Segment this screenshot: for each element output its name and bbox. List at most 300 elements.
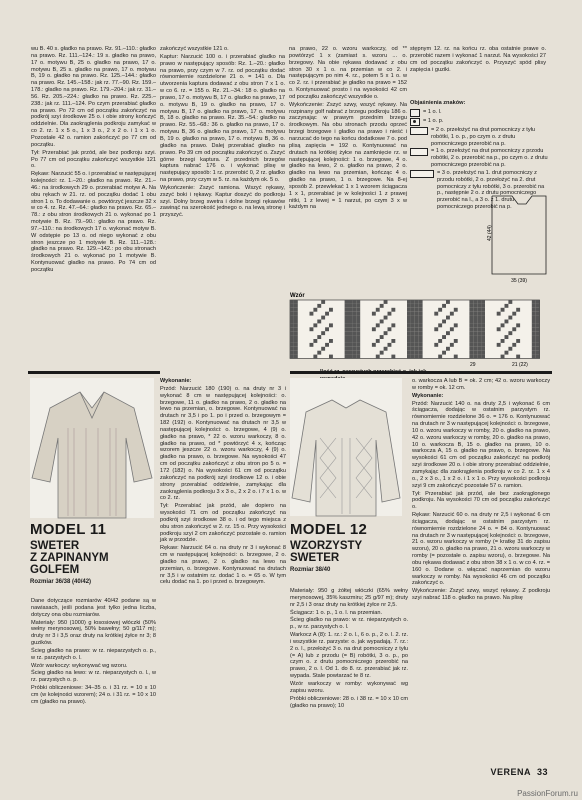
chart-cell bbox=[391, 308, 395, 312]
chart-cell bbox=[349, 312, 353, 316]
chart-cell bbox=[310, 343, 314, 347]
divider bbox=[28, 371, 160, 374]
chart-cell bbox=[349, 327, 353, 331]
chart-cell bbox=[477, 312, 481, 316]
chart-cell bbox=[349, 304, 353, 308]
chart-cell bbox=[313, 308, 317, 312]
chart-cell bbox=[325, 312, 329, 316]
chart-cell bbox=[473, 351, 477, 355]
chart-cell bbox=[419, 316, 423, 320]
chart-cell bbox=[536, 351, 540, 355]
chart-cell bbox=[345, 316, 349, 320]
chart-cell bbox=[477, 331, 481, 335]
cable-right-icon bbox=[410, 148, 428, 156]
chart-cell bbox=[419, 323, 423, 327]
chart-cell bbox=[415, 343, 419, 347]
chart-cell bbox=[411, 343, 415, 347]
chart-cell bbox=[512, 327, 516, 331]
chart-cell bbox=[356, 335, 360, 339]
model-11-heading bbox=[30, 522, 154, 585]
chart-cell bbox=[536, 312, 540, 316]
chart-cell bbox=[294, 331, 298, 335]
cable-cross-icon bbox=[410, 170, 434, 178]
chart-cell bbox=[317, 304, 321, 308]
chart-cell bbox=[349, 300, 353, 304]
chart-cell bbox=[294, 316, 298, 320]
chart-cell bbox=[516, 339, 520, 343]
chart-cell bbox=[376, 339, 380, 343]
chart-cell bbox=[294, 312, 298, 316]
chart-cell bbox=[407, 320, 411, 324]
chart-cell bbox=[442, 320, 446, 324]
chart-cell bbox=[384, 347, 388, 351]
chart-cell bbox=[469, 355, 473, 359]
chart-cell bbox=[407, 355, 411, 359]
chart-cell bbox=[434, 343, 438, 347]
chart-cell bbox=[469, 347, 473, 351]
chart-cell bbox=[477, 347, 481, 351]
chart-cell bbox=[356, 300, 360, 304]
chart-cell bbox=[321, 331, 325, 335]
chart-cell bbox=[411, 323, 415, 327]
chart-cell bbox=[469, 331, 473, 335]
chart-cell bbox=[469, 308, 473, 312]
chart-cell bbox=[349, 316, 353, 320]
chart-cell bbox=[419, 308, 423, 312]
chart-cell bbox=[345, 304, 349, 308]
chart-cell bbox=[516, 355, 520, 359]
paragraph: Rękaw: Narzucić 55 o. i przerabiać w następującej kolejności: rz. 1.–20.: gładko na prawo. Rz. 21.–46.: na środkowych 29 o. przerabiać motyw A. Na obu rękach w 21. rz. od początku dodać 1 obu stron 1 o. To dodawanie o. powtórzyć jeszcze 32 x w co 4. rz. Rz. 47.–64.: gładko na prawo. Rz. 65.–78.: z obu stron środkowych 21 o. wykonać po 1 motywie B. Rz. 79.–90.: gładko na prawo. Rz. 97.–110.: na środkowych 17 o. wykonać motyw B. W odstępie po 13 o. od niego wykonać z obu stron jeszcze po 1 motywie B. Rz. 111.–128.: gładko na prawo. Rz. 129.–142.: po obu stronach środkowych 21 o. wykonać po 1 motywie B. Kontynuować gładko na prawo. Po 74 cm od początku bbox=[31, 171, 156, 273]
chart-cell bbox=[345, 323, 349, 327]
chart-cell bbox=[536, 331, 540, 335]
empty-square-icon bbox=[410, 109, 420, 117]
size-label: Rozmiar 38/40 bbox=[290, 567, 331, 573]
chart-cell bbox=[469, 339, 473, 343]
chart-cell bbox=[294, 339, 298, 343]
chart-cell bbox=[477, 343, 481, 347]
chart-cell bbox=[294, 347, 298, 351]
chart-cell bbox=[321, 300, 325, 304]
chart-cell bbox=[532, 323, 536, 327]
chart-cell bbox=[349, 343, 353, 347]
chart-cell bbox=[446, 300, 450, 304]
model-title-line: WZORZYSTY bbox=[290, 540, 363, 552]
legend-item: = 3 o. przełożyć na 1. drut pomocniczy z przodu robótki, 2 o. przełożyć na 2. drut pomocniczy z tyłu robótki, 3 o. przerobić na p., następnie 2 o. z drutu pomocniczego przerobić na l., a 3 o. z 1. drutu pomocniczego przerobić na p. bbox=[410, 170, 550, 211]
chart-cell bbox=[442, 304, 446, 308]
chart-cell bbox=[477, 300, 481, 304]
chart-cell bbox=[438, 339, 442, 343]
chart-cell bbox=[473, 308, 477, 312]
chart-cell bbox=[477, 316, 481, 320]
chart-cell bbox=[384, 331, 388, 335]
chart-cell bbox=[356, 331, 360, 335]
chart-cell bbox=[497, 312, 501, 316]
photo-model-12 bbox=[290, 378, 402, 516]
chart-cell bbox=[536, 347, 540, 351]
chart-cell bbox=[446, 331, 450, 335]
chart-cell bbox=[450, 312, 454, 316]
chart-cell bbox=[532, 304, 536, 308]
chart-cell bbox=[345, 331, 349, 335]
chart-cell bbox=[415, 304, 419, 308]
chart-cell bbox=[380, 351, 384, 355]
chart-cell bbox=[388, 327, 392, 331]
chart-cell bbox=[407, 316, 411, 320]
chart-cell bbox=[516, 323, 520, 327]
chart-cell bbox=[508, 300, 512, 304]
chart-label: Wzór bbox=[290, 293, 305, 299]
chart-cell bbox=[352, 331, 356, 335]
chart-cell bbox=[446, 316, 450, 320]
chart-cell bbox=[345, 343, 349, 347]
chart-cell bbox=[352, 347, 356, 351]
chart-cell bbox=[411, 347, 415, 351]
chart-cell bbox=[473, 312, 477, 316]
model-11-materials: Dane dotyczące rozmiarów 40/42 podane są w nawiasach, jeśli podana jest tylko jedna liczba, dotyczy ona obu rozmiarów. Materiały: 950 (1000) g łososiowej włóczki (50% wełny merynosowej, 50% bawełny; 50 g/117 m); druty nr 3 i 3,5 oraz druty na krótkiej żyłce nr 3; 8 guzików. Ścieg gładko na prawo: w rz. nieparzystych o. p., w rz. parzystych o. l. Wzór warkoczy: wykonywać wg wzoru. Ścieg gładko na lewo: w rz. nieparzystych o. l., w rz. parzystych o. p. Próbki obliczeniowe: 34–35 o. i 31 rz. = 10 x 10 cm (w kolejności wzorem); 24 o. i 31 rz. = 10 x 10 cm (gładko na prawo). bbox=[31, 598, 156, 705]
chart-cell bbox=[356, 320, 360, 324]
model-title-line: SWETER bbox=[30, 540, 80, 552]
chart-cell bbox=[317, 320, 321, 324]
chart-cell bbox=[434, 312, 438, 316]
chart-cell bbox=[469, 300, 473, 304]
chart-cell bbox=[352, 351, 356, 355]
chart-cell bbox=[345, 355, 349, 359]
chart-cell bbox=[372, 327, 376, 331]
chart-cell bbox=[352, 308, 356, 312]
chart-cell bbox=[321, 347, 325, 351]
chart-cell bbox=[454, 339, 458, 343]
model-title-line: GOLFEM bbox=[30, 564, 80, 576]
chart-cell bbox=[411, 339, 415, 343]
chart-cell bbox=[407, 304, 411, 308]
chart-cell bbox=[505, 351, 509, 355]
chart-cell bbox=[411, 351, 415, 355]
chart-cell bbox=[501, 308, 505, 312]
chart-cell bbox=[356, 323, 360, 327]
chart-cell bbox=[532, 331, 536, 335]
chart-cell bbox=[294, 320, 298, 324]
chart-cell bbox=[536, 327, 540, 331]
chart-cell bbox=[497, 343, 501, 347]
chart-cell bbox=[290, 312, 294, 316]
paragraph: Wykończenie: Zszyć ramiona. Wszyć rękawy, zszyć boki i rękawy. Kaptur doszyć do podkroju szyi. Dolny brzeg swetra i dolne brzegi rękawów zawinąć na szerokość jednego o. na lewą stronę i przyszyć. bbox=[160, 184, 285, 219]
brand-name: VERENA bbox=[490, 767, 531, 777]
chart-cell bbox=[290, 343, 294, 347]
chart-cell bbox=[352, 320, 356, 324]
paragraph: Wykończenie: Zszyć szwy, wszyć rękawy. Na rozpinany golf nabrać z brzegu podkroju 186 o. zaczynając w prawym przednim brzegu środkowym. Na obu stronach przodu oprzeć brzegi brzegowe i gładko na prawo i nieść i narzucać do tego na końcu dodatkowe 7 o. pod plisą zapięcia = 192 o. Kontynuować na drutach na krótkiej żyłce na zamknięcie rz. w następującej kolejności: 1 o. brzegowe, 4 o. gładko na lewo, 2 o. gładko na prawo, 2 o. gładko na lewo na przemian, kończąc 4 o. gładko na prawo, 1 o. brzegowe. Na 8-ej sposób 2. przewlekać 1 x 1 wzorem ściągacza 1 x 1, przerabiać je w kolejności 1 z prawej nitki, 1 z lewej = 1 narzut, po czym 3 x w każdym na bbox=[289, 101, 407, 211]
dot-square-icon bbox=[410, 118, 420, 126]
chart-cell bbox=[477, 304, 481, 308]
chart-cell bbox=[419, 343, 423, 347]
chart-cell bbox=[352, 327, 356, 331]
chart-cell bbox=[411, 335, 415, 339]
dim-label: 42 (44) bbox=[487, 225, 493, 241]
chart-cell bbox=[352, 355, 356, 359]
chart-cell bbox=[473, 320, 477, 324]
chart-cell bbox=[469, 304, 473, 308]
chart-cell bbox=[477, 355, 481, 359]
chart-cell bbox=[407, 347, 411, 351]
chart-cell bbox=[345, 335, 349, 339]
chart-cell bbox=[313, 323, 317, 327]
chart-cell bbox=[321, 316, 325, 320]
sweater-illustration bbox=[290, 378, 402, 516]
chart-cell bbox=[294, 308, 298, 312]
chart-cell bbox=[415, 331, 419, 335]
chart-cell bbox=[477, 327, 481, 331]
chart-cell bbox=[411, 355, 415, 359]
chart-cell bbox=[532, 355, 536, 359]
chart-cell bbox=[356, 347, 360, 351]
photo-model-11 bbox=[30, 378, 154, 518]
chart-cell bbox=[294, 343, 298, 347]
chart-cell bbox=[411, 327, 415, 331]
chart-cell bbox=[317, 335, 321, 339]
chart-cell bbox=[415, 347, 419, 351]
chart-cell bbox=[294, 351, 298, 355]
chart-cell bbox=[532, 300, 536, 304]
chart-cell bbox=[450, 327, 454, 331]
chart-cell bbox=[481, 351, 485, 355]
chart-cell bbox=[419, 335, 423, 339]
chart-cell bbox=[512, 312, 516, 316]
chart-cell bbox=[481, 308, 485, 312]
chart-cell bbox=[407, 343, 411, 347]
chart-cell bbox=[290, 304, 294, 308]
chart-cell bbox=[349, 347, 353, 351]
chart-cell bbox=[477, 323, 481, 327]
paragraph: stępnym 12. rz. na końcu rz. oba ostatnie prawe o. przerobić razem i wykonać 1 narzut. Na wysokości 27 cm od początku zakończyć o. Przyszyć spód plisy zapięcia i guziki. bbox=[410, 46, 546, 73]
chart-cell bbox=[345, 351, 349, 355]
chart-cell bbox=[313, 339, 317, 343]
chart-cell bbox=[407, 335, 411, 339]
chart-cell bbox=[419, 304, 423, 308]
chart-cell bbox=[473, 347, 477, 351]
chart-cell bbox=[411, 300, 415, 304]
chart-cell bbox=[481, 355, 485, 359]
chart-cell bbox=[419, 327, 423, 331]
chart-cell bbox=[450, 343, 454, 347]
chart-cell bbox=[407, 351, 411, 355]
chart-cell bbox=[434, 327, 438, 331]
chart-cell bbox=[446, 347, 450, 351]
chart-cell bbox=[310, 312, 314, 316]
model-number: MODEL 11 bbox=[30, 521, 107, 538]
paragraph: zakończyć wszystkie 121 o. bbox=[160, 46, 229, 52]
size-label: Rozmiar 36/38 (40/42) bbox=[30, 579, 92, 585]
chart-cell bbox=[415, 320, 419, 324]
chart-cell bbox=[532, 316, 536, 320]
chart-cell bbox=[349, 331, 353, 335]
chart-cell bbox=[469, 312, 473, 316]
chart-cell bbox=[532, 335, 536, 339]
dim-label: 21 (22) bbox=[512, 362, 528, 368]
chart-cell bbox=[356, 304, 360, 308]
chart-cell bbox=[349, 308, 353, 312]
chart-cell bbox=[532, 351, 536, 355]
chart-cell bbox=[415, 327, 419, 331]
chart-cell bbox=[352, 316, 356, 320]
chart-cell bbox=[329, 308, 333, 312]
chart-cell bbox=[352, 312, 356, 316]
chart-cell bbox=[325, 343, 329, 347]
chart-cell bbox=[505, 320, 509, 324]
legend-title: Objaśnienia znaków: bbox=[410, 100, 466, 106]
chart-cell bbox=[329, 355, 333, 359]
chart-cell bbox=[290, 351, 294, 355]
chart-cell bbox=[290, 308, 294, 312]
chart-cell bbox=[532, 339, 536, 343]
chart-cell bbox=[380, 335, 384, 339]
model-12-heading bbox=[290, 522, 410, 573]
chart-cell bbox=[481, 331, 485, 335]
chart-cell bbox=[454, 355, 458, 359]
chart-cell bbox=[438, 308, 442, 312]
chart-cell bbox=[290, 331, 294, 335]
chart-cell bbox=[415, 335, 419, 339]
chart-cell bbox=[352, 335, 356, 339]
chart-cell bbox=[532, 312, 536, 316]
chart-cell bbox=[481, 339, 485, 343]
chart-cell bbox=[536, 308, 540, 312]
chart-cell bbox=[473, 304, 477, 308]
chart-cell bbox=[501, 323, 505, 327]
model-12-materials: Materiały: 950 g żółtej włóczki (65% wełny merynosowej, 35% kaszmiru; 25 g/97 m); druty nr 2,5 i 3 oraz druty na krótkiej żyłce nr 2,5. Ściągacz: 1 o. p., 1 o. l. na przemian. Ścieg gładko na prawo: w rz. nieparzystych o. p., w rz. parzystych o. l. Warkocz A (8): 1. rz.: 2 o. l., 6 o. p., 2 o. l. 2. rz. i wszystkie rz. parzyste: o. jak wypadają. 7. rz.: 2 o. l., przełożyć 3 o. na drut pomocniczy z tyłu (= A) lub z przodu (= B) robótki, 3 o. p., po czym o. z drutu pomocniczego przerobić na prawo, 2 o. l. Od 1. do 8. rz. przerabiać jak rz. wypada. Stale powtarzać te 8 rz. Wzór warkoczy w romby: wykonywać wg zapisu wzoru. Próbki obliczeniowe: 28 o. i 38 rz. = 10 x 10 cm (gładko na prawo); 10 bbox=[290, 588, 408, 709]
chart-cell bbox=[388, 312, 392, 316]
chart-cell bbox=[411, 320, 415, 324]
chart-cell bbox=[505, 335, 509, 339]
chart-cell bbox=[356, 316, 360, 320]
chart-cell bbox=[536, 300, 540, 304]
chart-cell bbox=[352, 339, 356, 343]
chart-cell bbox=[352, 343, 356, 347]
chart-cell bbox=[473, 335, 477, 339]
chart-cell bbox=[481, 343, 485, 347]
garment-outline bbox=[492, 196, 546, 274]
chart-cell bbox=[469, 316, 473, 320]
chart-cell bbox=[352, 323, 356, 327]
chart-cell bbox=[411, 312, 415, 316]
chart-cell bbox=[536, 323, 540, 327]
divider bbox=[290, 371, 552, 374]
chart-cell bbox=[442, 335, 446, 339]
chart-cell bbox=[469, 351, 473, 355]
chart-cell bbox=[505, 304, 509, 308]
chart-cell bbox=[294, 304, 298, 308]
chart-cell bbox=[349, 351, 353, 355]
chart-cell bbox=[356, 312, 360, 316]
chart-cell bbox=[473, 355, 477, 359]
chart-cell bbox=[290, 339, 294, 343]
chart-cell bbox=[469, 335, 473, 339]
chart-cell bbox=[329, 323, 333, 327]
chart-cell bbox=[477, 308, 481, 312]
chart-cell bbox=[442, 351, 446, 355]
text-column-2 bbox=[160, 46, 285, 364]
model-title-line: Z ZAPINANYM bbox=[30, 552, 109, 564]
chart-grid bbox=[290, 300, 540, 359]
chart-cell bbox=[536, 316, 540, 320]
chart-cell bbox=[349, 335, 353, 339]
chart-cell bbox=[352, 300, 356, 304]
chart-cell bbox=[415, 308, 419, 312]
dim-label: 35 (39) bbox=[511, 278, 527, 284]
chart-cell bbox=[532, 343, 536, 347]
chart-cell bbox=[294, 355, 298, 359]
chart-cell bbox=[376, 323, 380, 327]
chart-cell bbox=[352, 304, 356, 308]
chart-cell bbox=[411, 331, 415, 335]
chart-cell bbox=[415, 312, 419, 316]
chart-cell bbox=[407, 300, 411, 304]
chart-cell bbox=[536, 355, 540, 359]
chart-cell bbox=[345, 312, 349, 316]
chart-cell bbox=[508, 347, 512, 351]
chart-cell bbox=[345, 347, 349, 351]
chart-cell bbox=[290, 327, 294, 331]
chart-cell bbox=[384, 316, 388, 320]
chart-cell bbox=[481, 323, 485, 327]
paragraph: Kaptur: Narzucić 100 o. i przerabiać gładko na prawo w następujący sposób: Rz. 1.–20.: gładko na prawo, przy czym w 7. rz. od początku dodać równomiernie rozdzielone 21 o. = 141 o. Dla utworzenia kaptura dodawać z obu stron 7 x 1 o. w co 6. rz. = 155 o. Rz. 21.–34.: 18 o. gładko na prawo, 17 o. motywu B, 17 o. gładko na prawo, 17 o. motywu B, 19 o. gładko na prawo, 17 o. motywu B, 17 o. gładko na prawo, 17 o. motywu B, 18 o. gładko na prawo. Rz. 35.–54.: gładko na prawo. Rz. 55.–68.: 36 o. gładko na prawo, 17 o. motywu B, 36 o. gładko na prawo, 17 o. motywu B, 19 o. gładko na prawo, 17 o. motywu B, 36 o. gładko na prawo. Dalej przerabiać gładko na prawo. Po 39 cm od początku zakończyć o. Zszyć górne brzegi kaptura. Z przednich brzegów kaptura nabrać 176 o. i wykonać plisę w następujący sposób: 1 rz. przerobić 0, 2 rz. gładko na prawo, przy czym w 5. rz. na każdym ok. 5 o. bbox=[160, 53, 285, 184]
garment-diagram bbox=[488, 190, 550, 284]
chart-cell bbox=[469, 343, 473, 347]
chart-cell bbox=[294, 300, 298, 304]
chart-cell bbox=[384, 300, 388, 304]
chart-cell bbox=[419, 339, 423, 343]
chart-cell bbox=[376, 355, 380, 359]
chart-cell bbox=[380, 320, 384, 324]
chart-cell bbox=[473, 331, 477, 335]
legend-item: = 1 o. przełożyć na drut pomocniczy z przodu robótki, 2 o. przerobić na p., po czym o. z drutu pomocniczego przerobić na p. bbox=[410, 148, 550, 169]
paragraph: wu B. 40 s. gładko na prawo. Rz. 91.–110.: gładko na prawo. Rz. 111.–124.: 19 s. gładko na prawo, 17 o. motywu B, 25 o. gładko na prawo, 17 o. motywu B, 25 s. gładko na prawo, 17 o. motywu B, 19 o. gładko na prawo. Rz. 125.–144.: gładko na prawo. Rz. 145.–158.: jak rz. 77.–90. Rz. 159.–178.: gładko na prawo. Rz. 179.–204.: jak rz. 31.–56. Rz. 205.–224.: gładko na prawo. Rz. 225.–238.: jak rz. 111.–124. Po czym przerabiać gładko na prawo. Po 72 cm od początku zakończyć na podkrój szyi środkowe 25 o. i obie strony kończyć oddzielnie. Dla zaokrąglenia podkroju zamykać w co 2. rz. 1 x 5 o., 1 x 3 o., 2 x 2 o. i 1 x 1 o. Pozostałe 42 o. ramion zakończyć po 77 cm od początku. bbox=[31, 46, 156, 148]
sweater-illustration bbox=[30, 378, 154, 518]
chart-cell bbox=[349, 339, 353, 343]
page-number: 33 bbox=[536, 767, 548, 777]
chart-cell bbox=[473, 300, 477, 304]
legend-item: = 2 o. przełożyć na drut pomocniczy z tyłu robótki, 1 o. p., po czym o. z drutu pomocniczego przerobić na p. bbox=[410, 127, 550, 148]
chart-cell bbox=[532, 308, 536, 312]
chart-cell bbox=[407, 308, 411, 312]
chart-cell bbox=[477, 339, 481, 343]
chart-cell bbox=[356, 343, 360, 347]
chart-cell bbox=[290, 320, 294, 324]
legend-item: = 1 o. p. bbox=[410, 118, 550, 126]
chart-cell bbox=[473, 316, 477, 320]
chart-cell bbox=[419, 320, 423, 324]
chart-cell bbox=[290, 335, 294, 339]
text-column-3 bbox=[289, 46, 407, 284]
chart-cell bbox=[345, 327, 349, 331]
chart-cell bbox=[407, 331, 411, 335]
chart-cell bbox=[481, 316, 485, 320]
chart-cell bbox=[473, 343, 477, 347]
watermark: PassionForum.ru bbox=[517, 789, 578, 798]
chart-cell bbox=[345, 308, 349, 312]
chart-cell bbox=[497, 327, 501, 331]
chart-cell bbox=[407, 327, 411, 331]
chart-cell bbox=[473, 327, 477, 331]
chart-cell bbox=[415, 316, 419, 320]
chart-cell bbox=[454, 308, 458, 312]
chart-cell bbox=[419, 300, 423, 304]
knitting-chart bbox=[290, 290, 550, 368]
chart-cell bbox=[356, 355, 360, 359]
chart-cell bbox=[290, 300, 294, 304]
chart-cell bbox=[290, 316, 294, 320]
chart-cell bbox=[469, 327, 473, 331]
chart-cell bbox=[481, 320, 485, 324]
chart-cell bbox=[536, 320, 540, 324]
